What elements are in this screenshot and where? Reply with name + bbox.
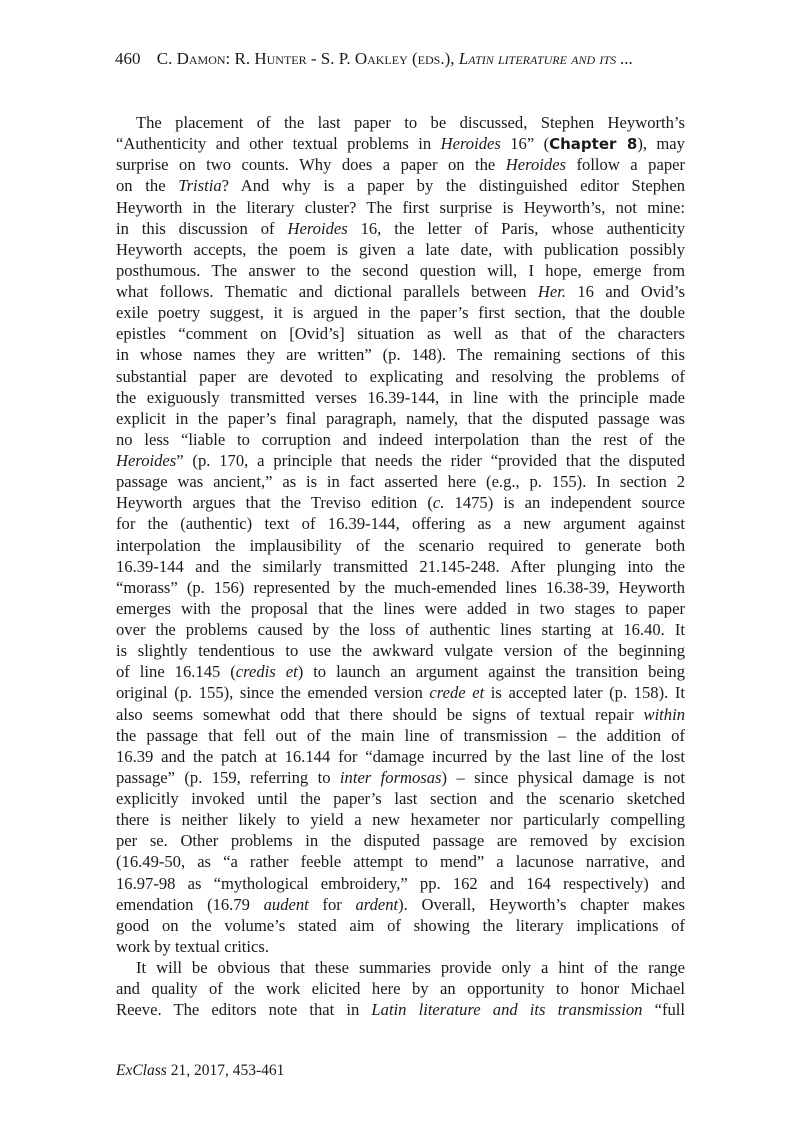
text-line xyxy=(116,154,685,175)
text-line xyxy=(116,873,685,894)
text-line xyxy=(116,725,685,746)
text-line xyxy=(116,767,685,788)
text-line xyxy=(116,809,685,830)
text-run: what follows. Thematic and dictional parallels between xyxy=(116,282,538,301)
text-line xyxy=(116,556,685,577)
text-run: 16, the letter of Paris, whose authenticity xyxy=(347,218,685,238)
text-run: “morass” (p. 156) represented by the much-emended lines 16.38-39, Heyworth xyxy=(116,577,685,597)
text-run: 16.39-144 and the similarly transmitted 21.145-248. After plunging into the xyxy=(116,556,685,576)
text-run: is accepted later (p. 158). It xyxy=(484,683,686,703)
text-run: the passage that fell out of the main line of transmission – the addition of xyxy=(116,725,685,745)
italic-text: Tristia xyxy=(178,176,222,196)
bold-text: Chapter 8 xyxy=(549,135,638,154)
text-run: ” (p. 170, a principle that needs the rider “provided that the disputed xyxy=(176,451,685,470)
text-run: 16.39 and the patch at 16.144 for “damage incurred by the last line of the lost xyxy=(116,746,685,766)
text-run: per se. Other problems in the disputed passage are removed by excision xyxy=(116,831,685,851)
italic-text: crede et xyxy=(429,683,485,703)
text-line xyxy=(116,598,685,619)
italic-text: inter formosas xyxy=(339,767,442,787)
text-run: in whose names they are written” (p. 148). The remaining sections of this xyxy=(116,345,685,365)
text-run: in this discussion of xyxy=(116,218,288,238)
text-run: 16 and Ovid’s xyxy=(565,282,685,301)
text-run: Heyworth argues that the Treviso edition ( xyxy=(116,493,433,513)
text-line xyxy=(116,197,685,218)
page-number: 460 xyxy=(115,49,141,68)
text-line xyxy=(116,302,685,323)
text-run: for the (authentic) text of 16.39-144, offering as a new argument against xyxy=(116,514,685,534)
text-line xyxy=(116,387,685,408)
text-line xyxy=(116,133,685,154)
text-run: of line 16.145 ( xyxy=(116,662,236,682)
italic-text: Heroides xyxy=(505,155,567,175)
text-line xyxy=(116,323,685,344)
text-line xyxy=(116,936,685,957)
text-run: and quality of the work elicited here by an opportunity to honor Michael xyxy=(116,979,685,999)
italic-text: c. xyxy=(432,493,445,513)
text-run: ) to launch an argument against the transition being xyxy=(297,662,686,682)
text-line xyxy=(116,535,685,556)
text-line xyxy=(116,746,685,767)
text-line xyxy=(116,619,685,640)
text-line xyxy=(116,366,685,387)
text-run: is slightly tendentious to use the awkward vulgate version of the beginning xyxy=(116,641,685,661)
text-run: the exiguously transmitted verses 16.39-144, in line with the principle made xyxy=(116,387,685,407)
text-run: follow a paper xyxy=(566,155,686,175)
text-line xyxy=(116,513,685,534)
italic-text: Heroides xyxy=(440,134,501,154)
text-run: 16” ( xyxy=(500,134,550,154)
text-run: over the problems caused by the loss of authentic lines starting at 16.40. It xyxy=(116,620,685,639)
body-text xyxy=(116,112,685,1020)
text-line xyxy=(116,788,685,809)
paragraph xyxy=(116,957,685,1020)
text-run: no less “liable to corruption and indeed interpolation than the rest of the xyxy=(116,429,685,449)
text-run: ) – since physical damage is not xyxy=(441,767,685,787)
text-run: substantial paper are devoted to explicating and resolving the problems of xyxy=(116,366,685,386)
text-run: passage” (p. 159, referring to xyxy=(116,767,340,787)
text-line xyxy=(116,661,685,682)
text-run: It will be obvious that these summaries provide only a hint of the range xyxy=(136,958,685,977)
text-line xyxy=(116,471,685,492)
italic-text: credis et xyxy=(235,662,298,682)
text-run: interpolation the implausibility of the scenario required to generate both xyxy=(116,535,685,555)
text-line xyxy=(116,112,685,133)
text-run: 1475) is an independent source xyxy=(444,493,685,513)
text-line xyxy=(116,999,685,1020)
text-line xyxy=(116,408,685,429)
text-run: ? And why is a paper by the distinguished editor Stephen xyxy=(221,176,685,196)
text-line xyxy=(116,450,685,471)
text-run: emerges with the proposal that the lines were added in two stages to paper xyxy=(116,598,685,618)
footer-journal: ExClass xyxy=(116,1062,167,1079)
italic-text: ardent xyxy=(355,894,399,914)
text-run: exile poetry suggest, it is argued in the paper’s first section, that the double xyxy=(116,303,685,323)
text-run: 16.97-98 as “mythological embroidery,” pp. 162 and 164 respectively) and xyxy=(116,873,685,893)
text-line xyxy=(116,915,685,936)
text-line xyxy=(116,894,685,915)
text-line xyxy=(116,429,685,450)
footer-citation xyxy=(116,1062,284,1080)
text-line xyxy=(116,492,685,513)
text-run: there is neither likely to yield a new hexameter nor particularly compelling xyxy=(116,810,685,830)
running-header xyxy=(115,49,633,69)
italic-text: Heroides xyxy=(116,451,177,470)
text-line xyxy=(116,704,685,725)
text-line xyxy=(116,682,685,703)
text-line xyxy=(116,239,685,260)
text-line xyxy=(116,218,685,239)
text-line xyxy=(116,344,685,365)
text-run: for xyxy=(308,894,356,914)
header-author: C. Damon xyxy=(156,49,226,68)
italic-text: Her. xyxy=(537,282,566,301)
text-run: posthumous. The answer to the second question will, I hope, emerge from xyxy=(116,260,685,280)
text-line xyxy=(116,281,685,302)
text-run: Reeve. The editors note that in xyxy=(116,1000,372,1020)
footer-volume-pages: 21, 2017, 453-461 xyxy=(166,1062,285,1079)
text-run: on the xyxy=(116,176,179,196)
text-run: explicitly invoked until the paper’s last section and the scenario sketched xyxy=(116,789,685,808)
text-line xyxy=(116,957,685,978)
text-run: explicit in the paper’s final paragraph, namely, that the disputed passage was xyxy=(116,408,685,428)
text-run: (16.49-50, as “a rather feeble attempt to mend” a lacunose narrative, and xyxy=(116,852,685,872)
text-line xyxy=(116,640,685,661)
text-run: “full xyxy=(642,1000,685,1020)
text-run: also seems somewhat odd that there should be signs of textual repair xyxy=(116,704,644,724)
text-run: Heyworth in the literary cluster? The first surprise is Heyworth’s, not mine: xyxy=(116,197,685,217)
text-run: The placement of the last paper to be discussed, Stephen Heyworth’s xyxy=(136,113,685,132)
text-run: passage was ancient,” as is in fact asserted here (e.g., p. 155). In section 2 xyxy=(116,472,685,492)
text-run: ). Overall, Heyworth’s chapter makes xyxy=(398,894,685,914)
header-running-title: : R. Hunter - S. P. Oakley (eds.), xyxy=(225,49,459,68)
text-line xyxy=(116,851,685,872)
text-line xyxy=(116,260,685,281)
italic-text: within xyxy=(643,704,685,724)
text-run: “Authenticity and other textual problems in xyxy=(116,134,441,154)
text-line xyxy=(116,577,685,598)
text-run: work by textual critics. xyxy=(116,936,269,956)
text-line xyxy=(116,830,685,851)
text-run: emendation (16.79 xyxy=(116,894,264,914)
text-line xyxy=(116,978,685,999)
text-run: good on the volume’s stated aim of showing the literary implications of xyxy=(116,915,685,935)
italic-text: audent xyxy=(263,894,309,914)
text-run: ), may xyxy=(637,134,685,154)
paragraph xyxy=(116,112,685,957)
text-run: epistles “comment on [Ovid’s] situation as well as that of the characters xyxy=(116,324,685,344)
header-book-title: Latin literature and its ... xyxy=(458,49,634,68)
text-run: surprise on two counts. Why does a paper on the xyxy=(116,155,506,175)
italic-text: Latin literature and its transmission xyxy=(371,1000,643,1020)
text-run: original (p. 155), since the emended version xyxy=(116,683,430,703)
text-line xyxy=(116,175,685,196)
italic-text: Heroides xyxy=(287,218,348,238)
text-run: Heyworth accepts, the poem is given a late date, with publication possibly xyxy=(116,239,685,259)
